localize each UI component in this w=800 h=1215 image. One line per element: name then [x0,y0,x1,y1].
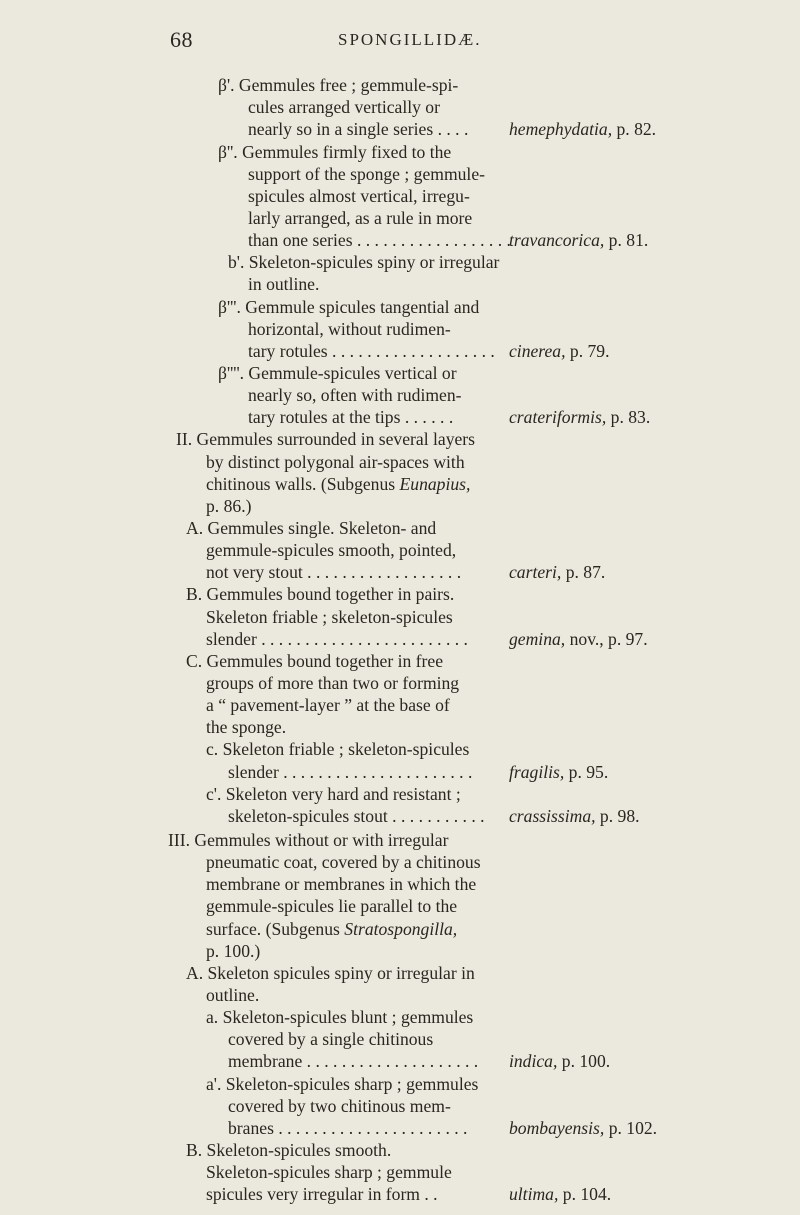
running-title: SPONGILLIDÆ. [338,30,482,49]
key-line [206,693,450,717]
key-line-text: b'. Skeleton-spicules spiny or irregular [228,252,500,272]
key-line [206,472,470,496]
key-line-text: β''. Gemmules firmly fixed to the [218,142,452,162]
page-reference: p. 82. [612,119,657,139]
key-line-text: gemmule-spicules lie parallel to the [206,896,458,916]
key-line [206,872,476,896]
key-line-text: spicules very irregular in form . . [206,1184,438,1204]
key-line-text: a “ pavement-layer ” at the base of [206,695,450,715]
key-line-text: β''''. Gemmule-spicules vertical or [218,363,457,383]
species-name: cinerea, [509,341,566,361]
key-line [206,983,259,1007]
page-number: 68 [170,27,193,52]
key-line-text: II. Gemmules surrounded in several layers [176,429,475,449]
key-line-text: than one series . . . . . . . . . . . . . . . . . . [248,230,511,250]
key-line-text: branes . . . . . . . . . . . . . . . . . . . . . . [228,1118,468,1138]
species-reference [509,117,656,141]
species-reference [509,405,650,429]
key-line [186,961,475,985]
page-reference: p. 102. [604,1118,658,1138]
running-head [0,27,800,57]
species-name: gemina, [509,629,566,649]
key-line [206,850,481,874]
key-line-text: C. Gemmules bound together in free [186,651,443,671]
page-reference: nov., p. 97. [565,629,648,649]
key-line-text: slender . . . . . . . . . . . . . . . . . . . . . . . . [206,629,468,649]
key-line [206,494,251,518]
key-line [248,339,495,363]
key-line [248,228,511,252]
key-line-text: c'. Skeleton very hard and resistant ; [206,784,461,804]
key-line-text: nearly so, often with rudimen- [248,385,462,405]
key-line-text: pneumatic coat, covered by a chitinous [206,852,481,872]
key-line-text: covered by a single chitinous [228,1029,434,1049]
key-line [248,117,468,141]
key-line-text: p. 86.) [206,496,252,516]
species-reference [509,760,608,784]
key-line-text: p. 100.) [206,941,261,961]
key-line-text: not very stout . . . . . . . . . . . . . . . . . . [206,562,462,582]
key-line [206,894,457,918]
key-line [218,361,457,385]
key-line-text: B. Skeleton-spicules smooth. [186,1140,392,1160]
key-line-text: covered by two chitinous mem- [228,1096,451,1116]
key-line [228,804,485,828]
species-name: bombayensis, [509,1118,605,1138]
species-reference [509,1116,657,1140]
key-line-text: chitinous walls. (Subgenus [206,474,400,494]
key-line-text: gemmule-spicules smooth, pointed, [206,540,457,560]
key-line-text: skeleton-spicules stout . . . . . . . . . . . [228,806,485,826]
species-name: crassissima, [509,806,596,826]
key-line [228,760,472,784]
key-line-text: spicules almost vertical, irregu- [248,186,470,206]
key-line [248,272,319,296]
key-line-text: A. Gemmules single. Skeleton- and [186,518,437,538]
key-line [248,162,485,186]
species-reference [509,339,610,363]
species-reference [509,1182,611,1206]
key-line [206,605,453,629]
key-line [206,538,456,562]
subgenus-name: Eunapius, [399,474,471,494]
species-reference [509,560,605,584]
species-name: hemephydatia, [509,119,613,139]
species-name: ultima, [509,1184,559,1204]
key-line-text: Skeleton-spicules sharp ; gemmule [206,1162,452,1182]
key-line-text: Skeleton friable ; skeleton-spicules [206,607,453,627]
page-reference: p. 81. [604,230,649,250]
key-line-text: groups of more than two or forming [206,673,460,693]
key-line-text: a'. Skeleton-spicules sharp ; gemmules [206,1074,479,1094]
key-line [228,1094,451,1118]
key-line [218,295,479,319]
key-line [248,383,462,407]
key-line-text: membrane or membranes in which the [206,874,477,894]
species-name: fragilis, [509,762,565,782]
key-line [248,184,470,208]
page-reference: p. 95. [564,762,609,782]
page-reference: p. 104. [558,1184,612,1204]
subgenus-name: Stratospongilla, [344,919,458,939]
species-name: crateriformis, [509,407,607,427]
key-line-text: β'''. Gemmule spicules tangential and [218,297,480,317]
page-reference: p. 87. [561,562,606,582]
key-line-text: slender . . . . . . . . . . . . . . . . . . . . . . [228,762,473,782]
key-line-text: by distinct polygonal air-spaces with [206,452,465,472]
key-line-text: c. Skeleton friable ; skeleton-spicules [206,739,470,759]
key-line [228,1049,478,1073]
key-line [206,627,468,651]
key-line [228,250,499,274]
key-line [206,450,465,474]
key-line [248,405,453,429]
key-line-text: outline. [206,985,260,1005]
species-reference [509,228,648,252]
key-line [206,782,461,806]
key-line [186,649,443,673]
key-line [168,828,448,852]
key-line [186,582,454,606]
key-line-text: a. Skeleton-spicules blunt ; gemmules [206,1007,474,1027]
key-line [248,206,472,230]
key-line-text: nearly so in a single series . . . . [248,119,469,139]
key-line-text: tary rotules at the tips . . . . . . [248,407,454,427]
species-reference [509,1049,610,1073]
key-line [206,1160,452,1184]
species-reference [509,627,648,651]
page-reference: p. 98. [595,806,640,826]
key-line [218,73,458,97]
species-name: carteri, [509,562,562,582]
key-line-text: β'. Gemmules free ; gemmule-spi- [218,75,459,95]
key-line [186,1138,391,1162]
key-line [228,1027,433,1051]
key-line [248,95,440,119]
key-line [206,917,457,941]
key-line [206,1005,473,1029]
key-line-text: larly arranged, as a rule in more [248,208,473,228]
key-line-text: support of the sponge ; gemmule- [248,164,485,184]
species-name: indica, [509,1051,558,1071]
key-line-text: B. Gemmules bound together in pairs. [186,584,455,604]
page-reference: p. 79. [565,341,610,361]
key-line [206,560,461,584]
species-name: travancorica, [509,230,605,250]
key-line-text: cules arranged vertically or [248,97,440,117]
key-line-text: tary rotules . . . . . . . . . . . . . . . . . . . [248,341,495,361]
key-line [228,1116,467,1140]
page-reference: p. 100. [557,1051,611,1071]
species-reference [509,804,640,828]
key-line-text: III. Gemmules without or with irregular [168,830,449,850]
key-line [206,671,459,695]
key-line [206,715,286,739]
page-reference: p. 83. [606,407,651,427]
key-line [206,939,260,963]
key-line-text: horizontal, without rudimen- [248,319,451,339]
key-line-text: the sponge. [206,717,287,737]
key-line [176,427,475,451]
key-line [206,1072,478,1096]
key-line-text: surface. (Subgenus [206,919,345,939]
key-line [206,1182,438,1206]
key-line-text: in outline. [248,274,320,294]
key-line-text: A. Skeleton spicules spiny or irregular in [186,963,475,983]
key-line [218,140,451,164]
key-line-text: membrane . . . . . . . . . . . . . . . . . . . . [228,1051,479,1071]
key-line [206,737,469,761]
key-line [186,516,436,540]
key-line [248,317,451,341]
